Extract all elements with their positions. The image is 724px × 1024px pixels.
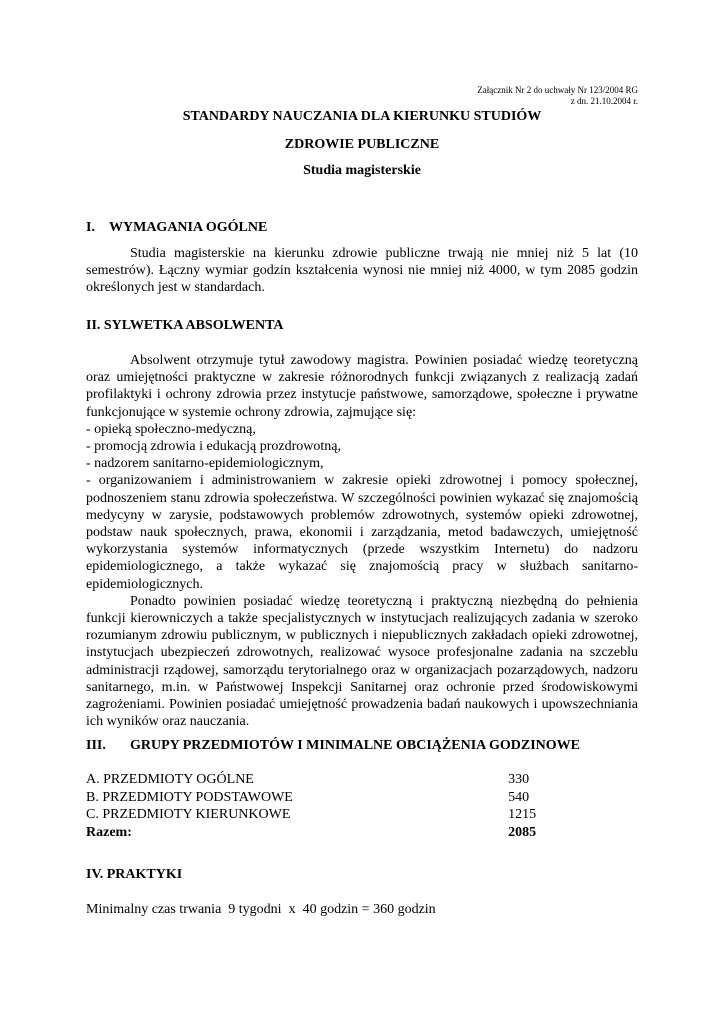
table-row xyxy=(86,771,566,789)
list-item: - organizowaniem i administrowaniem w zakresie opieki zdrowotnej i pomocy społecznej, podnoszeniem stanu zdrowia społeczeństwa. W szczególności powinien wykazać się znajomością medycyny w zarysie, podstawowych problemów zdrowotnych, systemów opieki zdrowotnej, podstaw nauk społecznych, prawa, ekonomii i zarządzania, metod badawczych, umiejętność wykorzystania systemów informatycznych (przede wszystkim Internetu) do nadzoru epidemiologicznego, a także wykazać się znajomością pracy w służbach sanitarno-epidemiologicznych. xyxy=(86,473,638,592)
annex-line-1: Załącznik Nr 2 do uchwały Nr 123/2004 RG xyxy=(477,85,638,95)
section-2-paragraph-2: Ponadto powinien posiadać wiedzę teoretyczną i praktyczną niezbędną do pełnienia funkcji kierowniczych a także specjalistycznych w instytucjach realizujących zadania w szeroko rozumianym zdrowiu publicznym, w publicznych i niepublicznych zakładach opieki zdrowotnej, instytucjach ubezpieczeń zdrowotnych, realizować wysoce profesjonalne zadania na szczeblu administracji rządowej, samorządu terytorialnego oraz w organizacjach pozarządowych, nadzoru sanitarnego, m.in. w Państwowej Inspekcji Sanitarnej oraz ochronie przed środowiskowymi zagrożeniami. Powinien posiadać umiejętność prowadzenia badań naukowych i upowszechniania ich wyników oraz nauczania. xyxy=(86,593,638,730)
table-row xyxy=(86,806,566,824)
section-1-heading xyxy=(86,220,267,236)
total-label: Razem: xyxy=(86,824,132,840)
internship-duration: Minimalny czas trwania 9 tygodni x 40 godzin = 360 godzin xyxy=(86,902,436,917)
subject-group-label: C. PRZEDMIOTY KIERUNKOWE xyxy=(86,807,291,823)
subject-group-hours: 540 xyxy=(508,789,530,805)
table-row xyxy=(86,789,566,807)
section-4-heading: IV. PRAKTYKI xyxy=(86,867,183,882)
subject-group-label: B. PRZEDMIOTY PODSTAWOWE xyxy=(86,789,293,805)
section-2-body xyxy=(86,352,638,730)
section-1-paragraph: Studia magisterskie na kierunku zdrowie publiczne trwają nie mniej niż 5 lat (10 semestrów). Łączny wymiar godzin kształcenia wynosi nie mniej niż 4000, w tym 2085 godzin określonych jest w standardach. xyxy=(86,246,638,296)
subject-hours-table xyxy=(86,771,566,841)
subject-group-hours: 330 xyxy=(508,772,530,787)
section-3-number: III. xyxy=(86,738,106,753)
annex-note xyxy=(477,85,638,107)
list-item: - opieką społeczno-medyczną, xyxy=(86,421,256,437)
list-item: - nadzorem sanitarno-epidemiologicznym, xyxy=(86,456,324,472)
subject-group-hours: 1215 xyxy=(508,807,537,823)
section-2-intro: Absolwent otrzymuje tytuł zawodowy magistra. Powinien posiadać wiedzę teoretyczną oraz umiejętności praktyczne w zakresie różnorodnych funkcji związanych z realizacją zadań profilaktyki i ochrony zdrowia przez instytucje państwowe, samorządowe, społeczne i prywatne funkcjonujące w systemie ochrony zdrowia, zajmujące się: xyxy=(86,353,638,420)
field-of-study: ZDROWIE PUBLICZNE xyxy=(284,137,440,152)
document-title: STANDARDY NAUCZANIA DLA KIERUNKU STUDIÓW xyxy=(182,109,542,124)
section-2-heading: II. SYLWETKA ABSOLWENTA xyxy=(86,318,284,333)
section-3-heading xyxy=(86,738,580,754)
subject-group-label: A. PRZEDMIOTY OGÓLNE xyxy=(86,772,254,787)
section-1-number: I. xyxy=(86,220,95,235)
total-hours: 2085 xyxy=(508,824,537,840)
study-level: Studia magisterskie xyxy=(303,163,421,178)
list-item: - promocją zdrowia i edukacją prozdrowotną, xyxy=(86,439,342,455)
total-row xyxy=(86,824,566,842)
annex-line-2: z dn. 21.10.2004 r. xyxy=(570,96,638,106)
section-1-title: WYMAGANIA OGÓLNE xyxy=(109,220,268,235)
section-3-title: GRUPY PRZEDMIOTÓW I MINIMALNE OBCIĄŻENIA GODZINOWE xyxy=(130,738,580,753)
